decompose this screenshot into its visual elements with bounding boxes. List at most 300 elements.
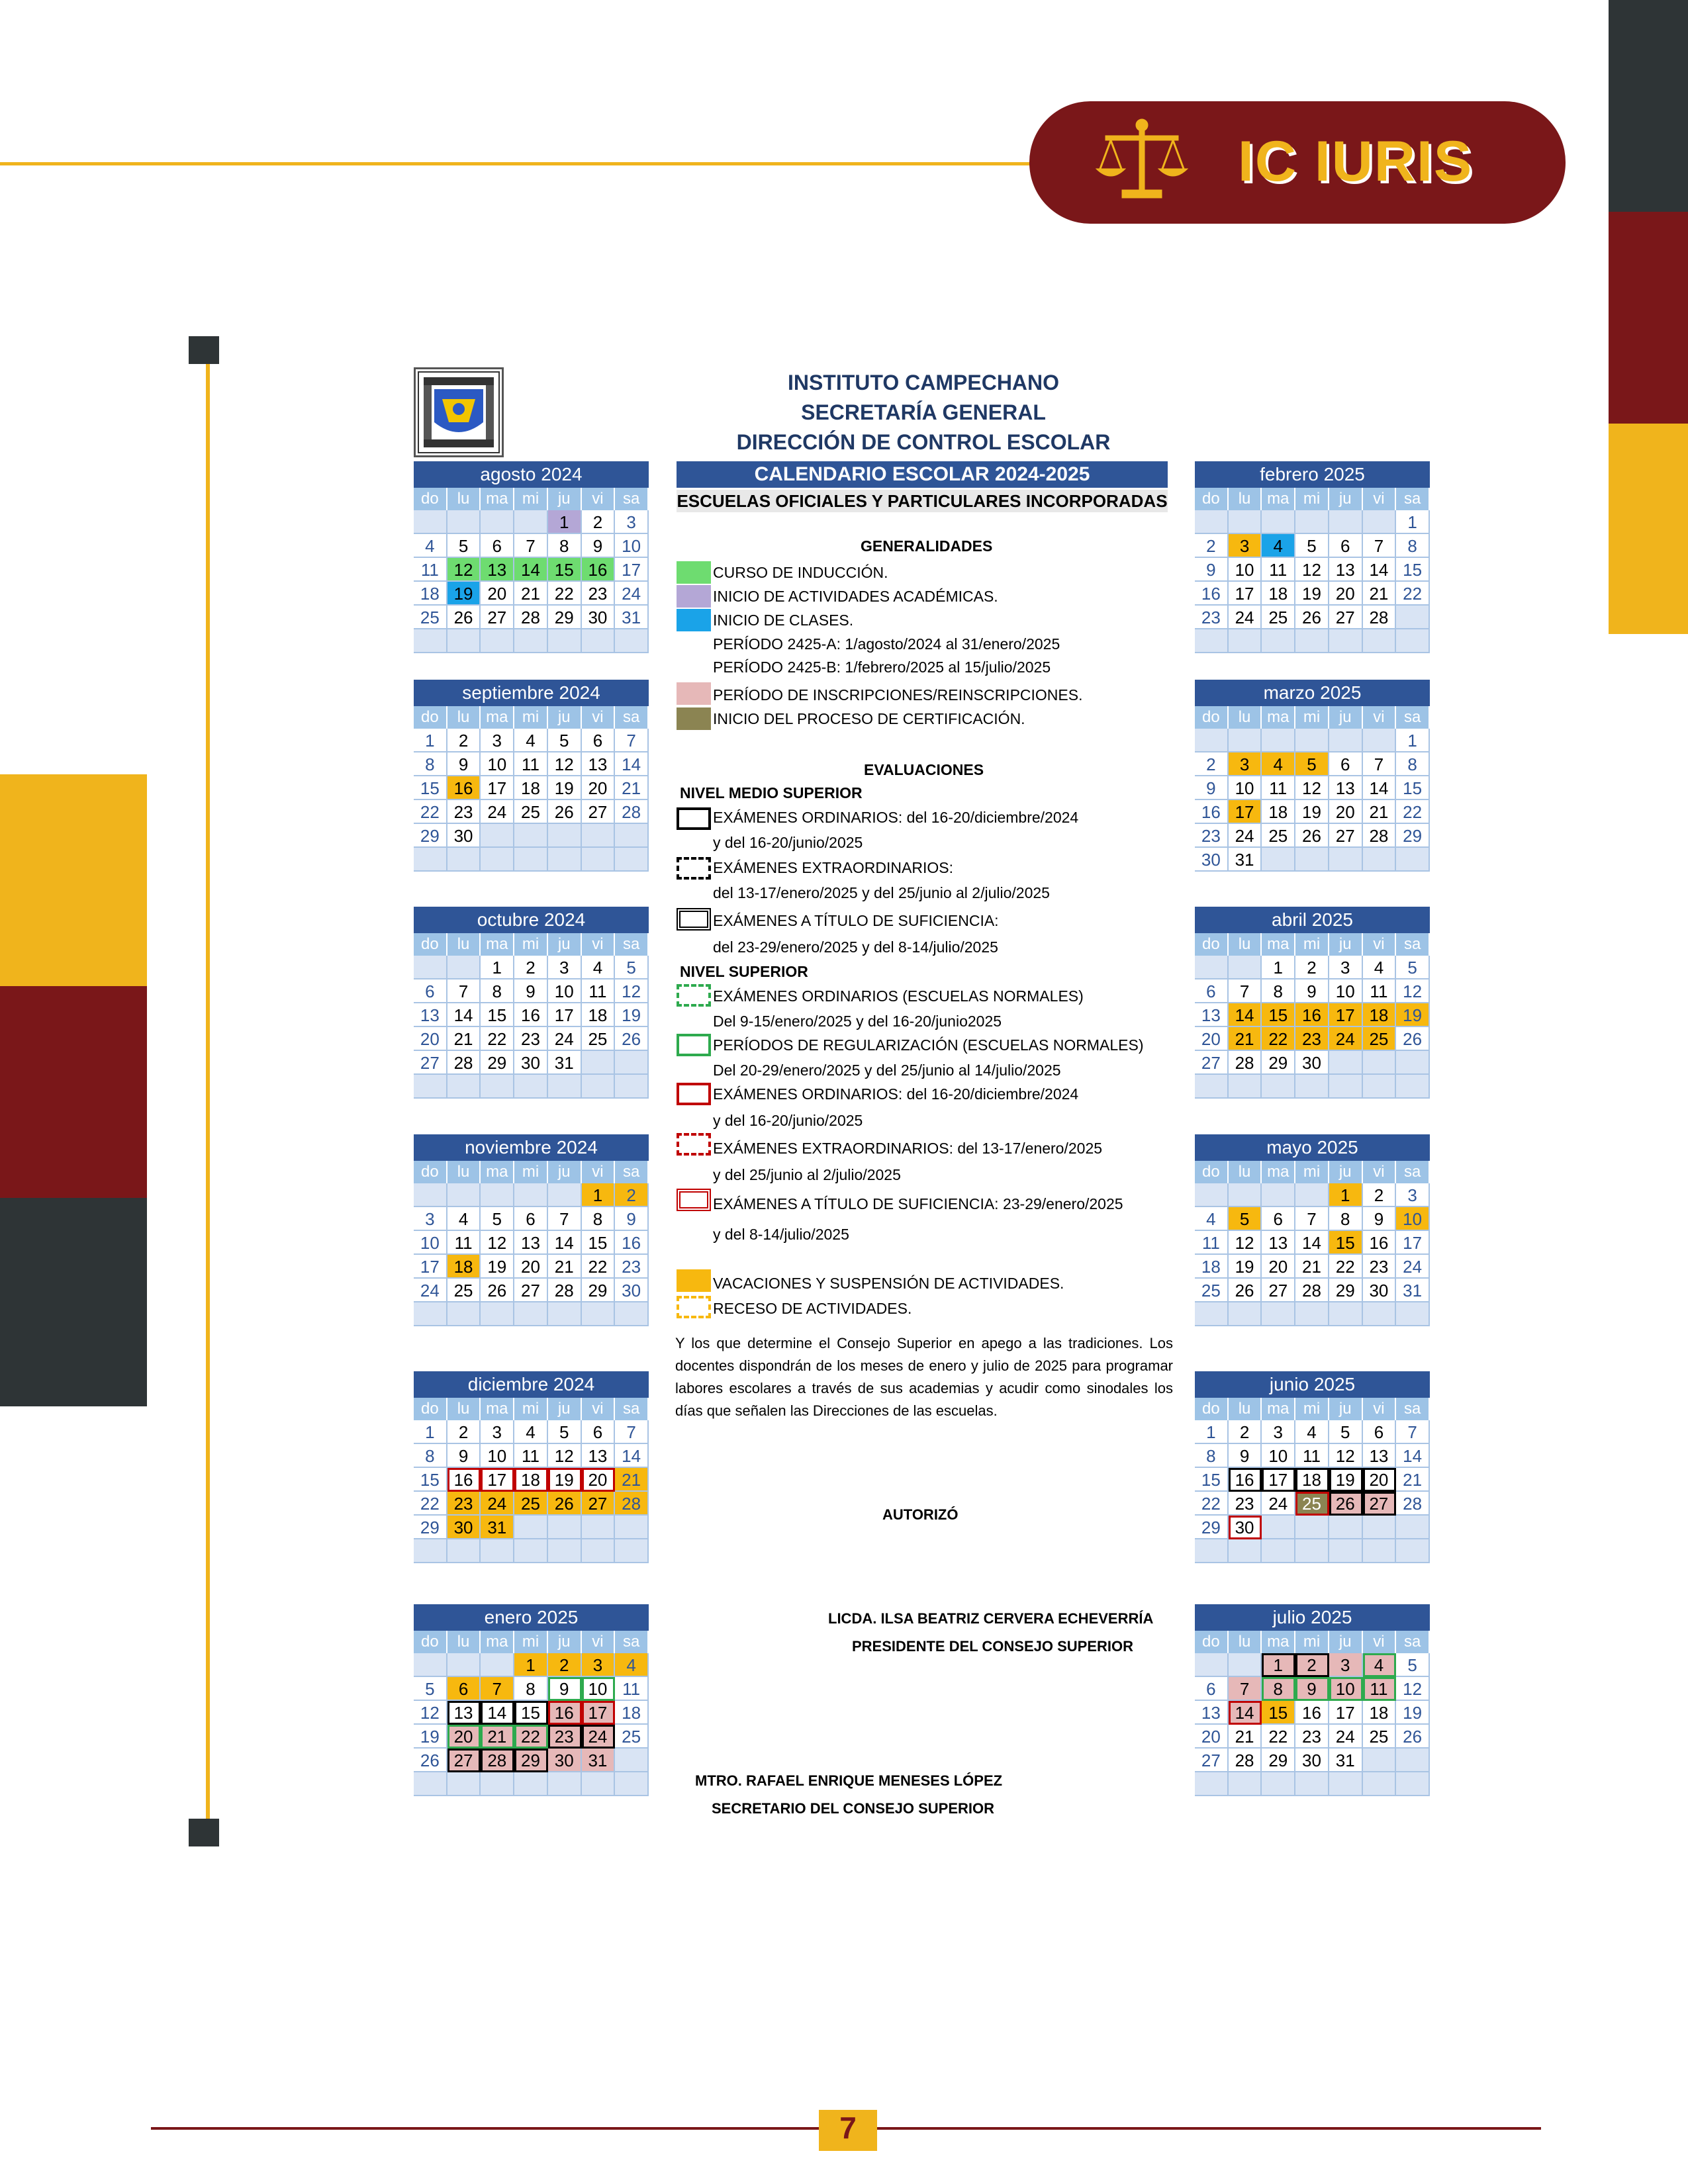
legend-ms-tit: EXÁMENES A TÍTULO DE SUFICIENCIA: (713, 912, 999, 929)
empty-day-cell (1262, 1183, 1295, 1207)
right-stripe-dark (1609, 0, 1688, 212)
day-cell: 15 (548, 558, 582, 582)
empty-day-cell (1363, 1749, 1397, 1772)
day-cell: 27 (1329, 606, 1363, 629)
day-cell: 28 (1396, 1492, 1430, 1516)
swatch-green-dashed (677, 984, 711, 1007)
empty-day-cell (582, 1539, 616, 1563)
day-cell: 27 (447, 1749, 481, 1772)
day-cell: 8 (514, 1677, 548, 1701)
day-cell: 18 (1363, 1701, 1397, 1725)
day-cell: 7 (514, 534, 548, 558)
signature-name-president: LICDA. ILSA BEATRIZ CERVERA ECHEVERRÍA (828, 1610, 1154, 1627)
day-cell: 23 (447, 1492, 481, 1516)
right-stripe-gold (1609, 424, 1688, 634)
day-cell: 20 (514, 1255, 548, 1279)
scales-of-justice-icon (1092, 116, 1192, 208)
day-cell: 11 (514, 752, 548, 776)
empty-day-cell (1262, 629, 1295, 653)
empty-day-cell (1329, 1772, 1363, 1796)
brand-logo-text: IC IURIS (1238, 130, 1474, 193)
day-cell: 12 (1295, 776, 1329, 800)
weekday-header: lu (1229, 933, 1262, 956)
day-cell: 16 (1195, 582, 1229, 606)
weekday-header: ma (481, 1398, 514, 1420)
day-cell: 7 (1363, 752, 1397, 776)
empty-day-cell (1329, 1075, 1363, 1099)
empty-day-cell (447, 956, 481, 979)
weekday-header: mi (514, 933, 548, 956)
day-cell: 10 (1329, 1677, 1363, 1701)
day-cell: 25 (582, 1027, 616, 1051)
day-cell: 11 (1262, 558, 1295, 582)
day-cell: 11 (1295, 1444, 1329, 1468)
day-cell: 27 (1329, 824, 1363, 848)
day-cell: 4 (1262, 752, 1295, 776)
empty-day-cell (447, 1653, 481, 1677)
day-cell: 12 (1396, 1677, 1430, 1701)
legend-nivel-medio: NIVEL MEDIO SUPERIOR (680, 784, 863, 801)
day-cell: 15 (481, 1003, 514, 1027)
day-cell: 19 (1396, 1701, 1430, 1725)
swatch-yellow-dashed (677, 1296, 711, 1318)
weekday-header: mi (1295, 1161, 1329, 1183)
month-grid (1195, 1631, 1430, 1796)
day-cell: 17 (481, 1468, 514, 1492)
weekday-header: ma (481, 933, 514, 956)
day-cell: 30 (615, 1279, 649, 1302)
day-cell: 21 (481, 1725, 514, 1749)
empty-day-cell (447, 1539, 481, 1563)
secretariat-name: SECRETARÍA GENERAL (801, 400, 1046, 424)
empty-day-cell (1262, 729, 1295, 752)
swatch-black-solid (677, 807, 711, 830)
swatch-red-double (677, 1189, 711, 1211)
empty-day-cell (1295, 848, 1329, 872)
day-cell: 28 (615, 800, 649, 824)
day-cell: 19 (1229, 1255, 1262, 1279)
month-calendar (414, 907, 649, 1099)
day-cell: 6 (582, 729, 616, 752)
day-cell: 17 (414, 1255, 447, 1279)
empty-day-cell (1396, 1772, 1430, 1796)
empty-day-cell (1329, 729, 1363, 752)
empty-day-cell (582, 1302, 616, 1326)
day-cell: 7 (1229, 1677, 1262, 1701)
empty-day-cell (548, 629, 582, 653)
day-cell: 11 (1262, 776, 1295, 800)
weekday-header: lu (447, 706, 481, 729)
legend-ns-reg: PERÍODOS DE REGULARIZACIÓN (ESCUELAS NORMALES) (713, 1036, 1144, 1054)
empty-day-cell (1262, 1516, 1295, 1539)
day-cell: 31 (615, 606, 649, 629)
month-calendar (1195, 680, 1430, 872)
day-cell: 3 (481, 729, 514, 752)
weekday-header: vi (1363, 1631, 1397, 1653)
empty-day-cell (615, 1302, 649, 1326)
empty-day-cell (1363, 1772, 1397, 1796)
empty-day-cell (414, 1183, 447, 1207)
month-grid (1195, 933, 1430, 1099)
day-cell: 15 (414, 776, 447, 800)
weekday-header: ma (481, 488, 514, 510)
day-cell: 30 (1363, 1279, 1397, 1302)
weekday-header: ma (1262, 1631, 1295, 1653)
month-title: enero 2025 (414, 1604, 649, 1631)
day-cell: 27 (582, 800, 616, 824)
day-cell: 18 (514, 776, 548, 800)
day-cell: 22 (548, 582, 582, 606)
day-cell: 1 (1396, 729, 1430, 752)
swatch-yellow (677, 1269, 711, 1292)
day-cell: 4 (414, 534, 447, 558)
day-cell: 19 (1295, 582, 1329, 606)
day-cell: 28 (1295, 1279, 1329, 1302)
empty-day-cell (514, 824, 548, 848)
day-cell: 22 (1262, 1725, 1295, 1749)
day-cell: 21 (1295, 1255, 1329, 1279)
month-title: abril 2025 (1195, 907, 1430, 933)
weekday-header: lu (447, 1398, 481, 1420)
day-cell: 15 (1329, 1231, 1363, 1255)
weekday-header: do (414, 933, 447, 956)
empty-day-cell (1262, 1075, 1295, 1099)
day-cell: 26 (1396, 1725, 1430, 1749)
day-cell: 22 (414, 1492, 447, 1516)
day-cell: 20 (1195, 1725, 1229, 1749)
swatch-pink (677, 682, 711, 705)
day-cell: 18 (1195, 1255, 1229, 1279)
day-cell: 21 (1229, 1725, 1262, 1749)
day-cell: 27 (582, 1492, 616, 1516)
weekday-header: ju (1329, 1631, 1363, 1653)
weekday-header: sa (615, 488, 649, 510)
legend-induccion: CURSO DE INDUCCIÓN. (713, 564, 888, 581)
day-cell: 4 (1262, 534, 1295, 558)
day-cell: 19 (1295, 800, 1329, 824)
day-cell: 13 (1329, 558, 1363, 582)
calendar-subtitle: ESCUELAS OFICIALES Y PARTICULARES INCORPORADAS (677, 491, 1168, 511)
empty-day-cell (1396, 1749, 1430, 1772)
weekday-header: mi (514, 488, 548, 510)
day-cell: 5 (1295, 534, 1329, 558)
day-cell: 26 (548, 800, 582, 824)
day-cell: 2 (548, 1653, 582, 1677)
empty-day-cell (414, 1075, 447, 1099)
day-cell: 15 (1396, 776, 1430, 800)
day-cell: 18 (1363, 1003, 1397, 1027)
day-cell: 5 (615, 956, 649, 979)
day-cell: 7 (481, 1677, 514, 1701)
day-cell: 27 (481, 606, 514, 629)
department-name: DIRECCIÓN DE CONTROL ESCOLAR (736, 430, 1111, 454)
day-cell: 1 (1262, 956, 1295, 979)
empty-day-cell (414, 848, 447, 872)
weekday-header: do (1195, 706, 1229, 729)
month-grid (414, 488, 649, 653)
day-cell: 20 (1329, 800, 1363, 824)
weekday-header: do (1195, 488, 1229, 510)
day-cell: 9 (582, 534, 616, 558)
empty-day-cell (1396, 1302, 1430, 1326)
month-title: octubre 2024 (414, 907, 649, 933)
day-cell: 11 (1363, 979, 1397, 1003)
weekday-header: vi (1363, 488, 1397, 510)
empty-day-cell (1396, 1539, 1430, 1563)
empty-day-cell (1195, 1539, 1229, 1563)
weekday-header: ju (548, 1398, 582, 1420)
weekday-header: lu (447, 933, 481, 956)
weekday-header: ju (1329, 488, 1363, 510)
weekday-header: lu (1229, 488, 1262, 510)
day-cell: 9 (548, 1677, 582, 1701)
day-cell: 16 (514, 1003, 548, 1027)
empty-day-cell (1195, 1075, 1229, 1099)
day-cell: 17 (582, 1701, 616, 1725)
day-cell: 31 (548, 1051, 582, 1075)
day-cell: 6 (1195, 979, 1229, 1003)
empty-day-cell (1195, 510, 1229, 534)
day-cell: 2 (1195, 752, 1229, 776)
day-cell: 15 (1262, 1701, 1295, 1725)
empty-day-cell (414, 629, 447, 653)
weekday-header: mi (514, 1161, 548, 1183)
day-cell: 25 (414, 606, 447, 629)
day-cell: 8 (1262, 1677, 1295, 1701)
legend-ns-ord-norm: EXÁMENES ORDINARIOS (ESCUELAS NORMALES) (713, 987, 1084, 1005)
day-cell: 3 (1329, 956, 1363, 979)
day-cell: 1 (481, 956, 514, 979)
legend-periodo-b: PERÍODO 2425-B: 1/febrero/2025 al 15/julio/2025 (713, 659, 1051, 676)
day-cell: 7 (615, 729, 649, 752)
day-cell: 1 (582, 1183, 616, 1207)
day-cell: 2 (1363, 1183, 1397, 1207)
empty-day-cell (1329, 1302, 1363, 1326)
legend-ms-ext2: del 13-17/enero/2025 y del 25/junio al 2/julio/2025 (713, 884, 1050, 901)
day-cell: 26 (548, 1492, 582, 1516)
day-cell: 25 (1295, 1492, 1329, 1516)
day-cell: 24 (548, 1027, 582, 1051)
day-cell: 30 (1195, 848, 1229, 872)
legend-heading-generalidades: GENERALIDADES (861, 537, 993, 555)
empty-day-cell (548, 1183, 582, 1207)
day-cell: 15 (582, 1231, 616, 1255)
day-cell: 3 (582, 1653, 616, 1677)
left-stripe-maroon (0, 986, 147, 1198)
empty-day-cell (1363, 1075, 1397, 1099)
weekday-header: do (414, 1631, 447, 1653)
weekday-header: ju (548, 1161, 582, 1183)
empty-day-cell (1295, 629, 1329, 653)
swatch-red-solid (677, 1083, 711, 1105)
empty-day-cell (1229, 1653, 1262, 1677)
day-cell: 17 (1329, 1701, 1363, 1725)
empty-day-cell (1229, 629, 1262, 653)
day-cell: 30 (548, 1749, 582, 1772)
day-cell: 9 (1295, 979, 1329, 1003)
day-cell: 3 (1396, 1183, 1430, 1207)
day-cell: 31 (1329, 1749, 1363, 1772)
empty-day-cell (447, 1302, 481, 1326)
signature-role-president: PRESIDENTE DEL CONSEJO SUPERIOR (852, 1638, 1134, 1655)
day-cell: 29 (414, 824, 447, 848)
day-cell: 30 (447, 824, 481, 848)
empty-day-cell (1262, 1539, 1295, 1563)
day-cell: 23 (582, 582, 616, 606)
empty-day-cell (548, 824, 582, 848)
legend-ns-ord-norm2: Del 9-15/enero/2025 y del 16-20/junio2025 (713, 1013, 1002, 1030)
day-cell: 29 (1262, 1051, 1295, 1075)
empty-day-cell (615, 1749, 649, 1772)
day-cell: 20 (1363, 1468, 1397, 1492)
month-title: diciembre 2024 (414, 1371, 649, 1398)
day-cell: 3 (1229, 534, 1262, 558)
empty-day-cell (1396, 1051, 1430, 1075)
empty-day-cell (1363, 729, 1397, 752)
weekday-header: vi (1363, 706, 1397, 729)
day-cell: 7 (548, 1207, 582, 1231)
month-grid (1195, 1398, 1430, 1563)
day-cell: 1 (1329, 1183, 1363, 1207)
legend-heading-evaluaciones: EVALUACIONES (864, 761, 984, 778)
empty-day-cell (481, 1653, 514, 1677)
day-cell: 5 (1229, 1207, 1262, 1231)
day-cell: 28 (447, 1051, 481, 1075)
day-cell: 17 (1396, 1231, 1430, 1255)
weekday-header: ju (1329, 933, 1363, 956)
empty-day-cell (582, 824, 616, 848)
day-cell: 18 (582, 1003, 616, 1027)
month-grid (1195, 488, 1430, 653)
day-cell: 8 (1195, 1444, 1229, 1468)
weekday-header: sa (615, 1161, 649, 1183)
day-cell: 18 (1295, 1468, 1329, 1492)
weekday-header: lu (1229, 1161, 1262, 1183)
day-cell: 29 (414, 1516, 447, 1539)
day-cell: 11 (414, 558, 447, 582)
day-cell: 2 (447, 729, 481, 752)
day-cell: 3 (1329, 1653, 1363, 1677)
day-cell: 16 (548, 1701, 582, 1725)
vertical-rule (206, 349, 210, 1822)
month-title: marzo 2025 (1195, 680, 1430, 706)
day-cell: 15 (1396, 558, 1430, 582)
empty-day-cell (514, 510, 548, 534)
weekday-header: do (414, 1398, 447, 1420)
day-cell: 21 (548, 1255, 582, 1279)
day-cell: 11 (514, 1444, 548, 1468)
month-grid (414, 933, 649, 1099)
empty-day-cell (481, 629, 514, 653)
day-cell: 20 (414, 1027, 447, 1051)
empty-day-cell (1329, 629, 1363, 653)
day-cell: 31 (1396, 1279, 1430, 1302)
day-cell: 15 (514, 1701, 548, 1725)
day-cell: 7 (1229, 979, 1262, 1003)
day-cell: 18 (1262, 800, 1295, 824)
weekday-header: vi (582, 933, 616, 956)
day-cell: 24 (1262, 1492, 1295, 1516)
left-stripe-gold (0, 774, 147, 986)
day-cell: 8 (582, 1207, 616, 1231)
day-cell: 16 (1363, 1231, 1397, 1255)
empty-day-cell (514, 1772, 548, 1796)
empty-day-cell (1363, 1051, 1397, 1075)
day-cell: 12 (548, 1444, 582, 1468)
empty-day-cell (1295, 1516, 1329, 1539)
weekday-header: do (1195, 1631, 1229, 1653)
legend-actividades: INICIO DE ACTIVIDADES ACADÉMICAS. (713, 588, 998, 605)
empty-day-cell (481, 824, 514, 848)
weekday-header: ju (548, 1631, 582, 1653)
day-cell: 20 (1329, 582, 1363, 606)
empty-day-cell (447, 1772, 481, 1796)
day-cell: 14 (481, 1701, 514, 1725)
weekday-header: sa (1396, 706, 1430, 729)
day-cell: 11 (1195, 1231, 1229, 1255)
weekday-header: ma (1262, 933, 1295, 956)
day-cell: 8 (414, 1444, 447, 1468)
weekday-header: mi (1295, 706, 1329, 729)
empty-day-cell (1195, 629, 1229, 653)
day-cell: 4 (1363, 1653, 1397, 1677)
weekday-header: lu (1229, 1631, 1262, 1653)
day-cell: 8 (1396, 534, 1430, 558)
weekday-header: ma (1262, 706, 1295, 729)
day-cell: 2 (582, 510, 616, 534)
month-calendar (1195, 1604, 1430, 1796)
day-cell: 5 (414, 1677, 447, 1701)
legend-ms-tit2: del 23-29/enero/2025 y del 8-14/julio/2025 (713, 938, 998, 956)
empty-day-cell (1363, 510, 1397, 534)
day-cell: 14 (1363, 558, 1397, 582)
weekday-header: do (1195, 1398, 1229, 1420)
day-cell: 27 (1262, 1279, 1295, 1302)
day-cell: 25 (514, 800, 548, 824)
day-cell: 7 (1396, 1420, 1430, 1444)
empty-day-cell (514, 1075, 548, 1099)
day-cell: 19 (548, 1468, 582, 1492)
day-cell: 9 (447, 1444, 481, 1468)
empty-day-cell (1329, 1516, 1363, 1539)
day-cell: 21 (514, 582, 548, 606)
day-cell: 4 (447, 1207, 481, 1231)
day-cell: 17 (548, 1003, 582, 1027)
day-cell: 19 (481, 1255, 514, 1279)
day-cell: 1 (514, 1653, 548, 1677)
day-cell: 12 (1329, 1444, 1363, 1468)
day-cell: 13 (1262, 1231, 1295, 1255)
empty-day-cell (514, 629, 548, 653)
empty-day-cell (481, 1772, 514, 1796)
day-cell: 14 (1363, 776, 1397, 800)
weekday-header: lu (447, 1631, 481, 1653)
day-cell: 17 (481, 776, 514, 800)
empty-day-cell (481, 848, 514, 872)
day-cell: 13 (582, 1444, 616, 1468)
day-cell: 25 (1363, 1027, 1397, 1051)
top-rule (0, 162, 1033, 165)
month-title: febrero 2025 (1195, 461, 1430, 488)
month-title: agosto 2024 (414, 461, 649, 488)
day-cell: 12 (414, 1701, 447, 1725)
weekday-header: vi (582, 488, 616, 510)
empty-day-cell (582, 1075, 616, 1099)
day-cell: 23 (514, 1027, 548, 1051)
legend-nivel-superior: NIVEL SUPERIOR (680, 963, 808, 980)
weekday-header: mi (1295, 1398, 1329, 1420)
month-title: noviembre 2024 (414, 1134, 649, 1161)
